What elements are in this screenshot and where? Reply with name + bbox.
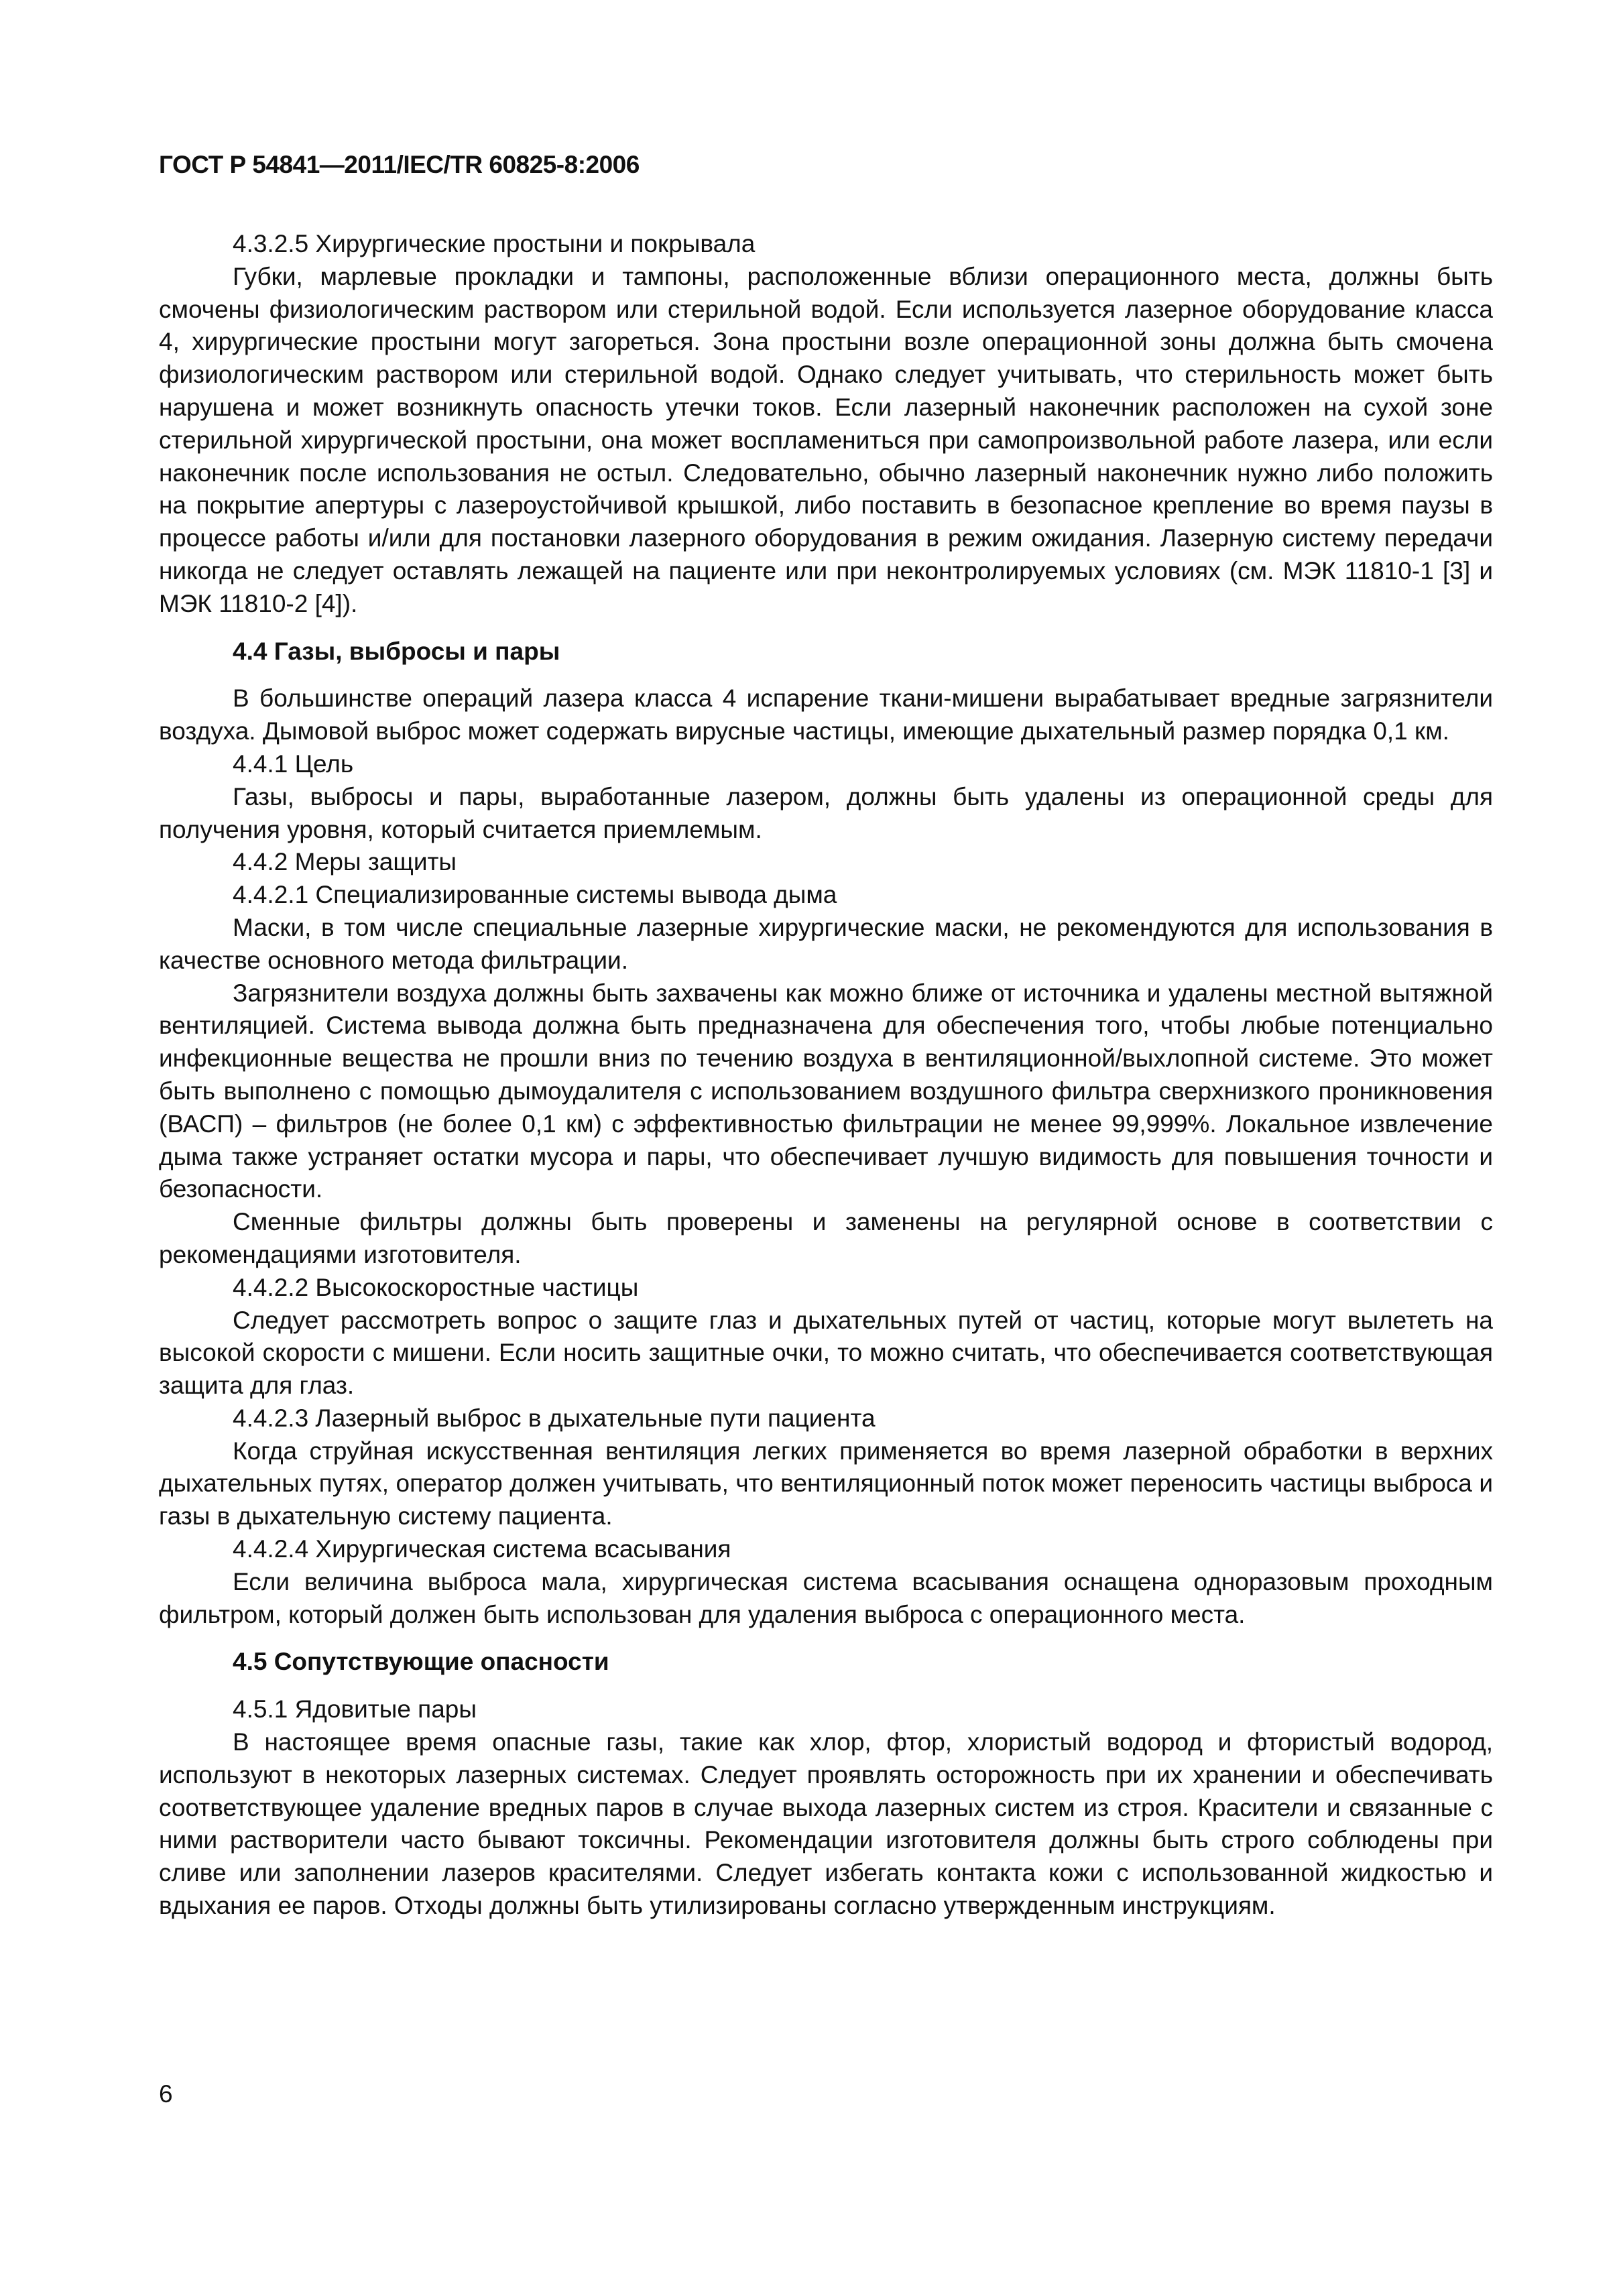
paragraph: Следует рассмотреть вопрос о защите глаз и дыхательных путей от частиц, которые могут вылететь на высокой скорости с мишени. Если носить защитные очки, то можно считать, что обеспечивается соответствующая защита для глаз. <box>159 1306 1493 1400</box>
paragraph: Маски, в том числе специальные лазерные хирургические маски, не рекомендуются для использования в качестве основного метода фильтрации. <box>159 913 1493 974</box>
paragraph: Газы, выбросы и пары, выработанные лазером, должны быть удалены из операционной среды для получения уровня, который считается приемлемым. <box>159 782 1493 843</box>
document-page <box>159 149 1493 1923</box>
paragraph: Когда струйная искусственная вентиляция легких применяется во время лазерной обработки в верхних дыхательных путях, оператор должен учитывать, что вентиляционный поток может переносить частицы выброса и газы в дыхательную систему пациента. <box>159 1437 1493 1530</box>
paragraph: Если величина выброса мала, хирургическая система всасывания оснащена одноразовым проходным фильтром, который должен быть использован для удаления выброса с операционного места. <box>159 1567 1493 1628</box>
subsection-heading: 4.4.2 Меры защиты <box>233 848 457 876</box>
document-header: ГОСТ Р 54841—2011/IEC/TR 60825-8:2006 <box>159 151 640 178</box>
paragraph: В большинстве операций лазера класса 4 испарение ткани-мишени вырабатывает вредные загрязнители воздуха. Дымовой выброс может содержать вирусные частицы, имеющие дыхательный размер порядка 0,1 км. <box>159 684 1493 745</box>
paragraph: Губки, марлевые прокладки и тампоны, расположенные вблизи операционного места, должны быть смочены физиологическим раствором или стерильной водой. Если используется лазерное оборудование класса 4, хирургические простыни могут загореться. Зона простыни возле операционной зоны должна быть смочена физиологическим раствором или стерильной водой. Однако следует учитывать, что стерильность может быть нарушена и может возникнуть опасность утечки токов. Если лазерный наконечник расположен на сухой зоне стерильной хирургической простыни, она может воспламениться при самопроизвольной работе лазера, или если наконечник после использования не остыл. Следовательно, обычно лазерный наконечник нужно либо положить на покрытие апертуры с лазероустойчивой крышкой, либо поставить в безопасное крепление во время паузы в процессе работы и/или для постановки лазерного оборудования в режим ожидания. Лазерную систему передачи никогда не следует оставлять лежащей на пациенте или при неконтролируемых условиях (см. МЭК 11810-1 [3] и МЭК 11810-2 [4]). <box>159 262 1493 617</box>
subsection-heading: 4.4.2.4 Хирургическая система всасывания <box>233 1535 731 1563</box>
subsection-heading: 4.5.1 Ядовитые пары <box>233 1695 477 1724</box>
subsection-heading: 4.3.2.5 Хирургические простыни и покрывала <box>233 230 756 257</box>
section-heading: 4.4 Газы, выбросы и пары <box>233 637 560 665</box>
subsection-heading: 4.4.1 Цель <box>233 749 354 778</box>
section-heading: 4.5 Сопутствующие опасности <box>233 1648 609 1676</box>
paragraph: В настоящее время опасные газы, такие как хлор, фтор, хлористый водород и фтористый водород, используют в некоторых лазерных системах. Следует проявлять осторожность при их хранении и обеспечивать соответствующее удаление вредных паров в случае выхода лазерных систем из строя. Красители и связанные с ними растворители часто бывают токсичны. Рекомендации изготовителя должны быть строго соблюдены при сливе или заполнении лазеров красителями. Следует избегать контакта кожи с использованной жидкостью и вдыхания ее паров. Отходы должны быть утилизированы согласно утвержденным инструкциям. <box>159 1728 1493 1920</box>
paragraph: Загрязнители воздуха должны быть захвачены как можно ближе от источника и удалены местной вытяжной вентиляцией. Система вывода должна быть предназначена для обеспечения того, чтобы любые потенциально инфекционные вещества не прошли вниз по течению воздуха в вентиляционной/выхлопной системе. Это может быть выполнено с помощью дымоудалителя с использованием воздушного фильтра сверхнизкого проникновения (ВАСП) – фильтров (не более 0,1 км) с эффективностью фильтрации не менее 99,999%. Локальное извлечение дыма также устраняет остатки мусора и пары, что обеспечивает лучшую видимость для повышения точности и безопасности. <box>159 979 1493 1203</box>
paragraph: Сменные фильтры должны быть проверены и заменены на регулярной основе в соответствии с рекомендациями изготовителя. <box>159 1208 1493 1268</box>
subsection-heading: 4.4.2.1 Специализированные системы вывода дыма <box>233 881 837 909</box>
subsection-heading: 4.4.2.3 Лазерный выброс в дыхательные пути пациента <box>233 1404 876 1432</box>
page-number: 6 <box>159 2080 173 2108</box>
subsection-heading: 4.4.2.2 Высокоскоростные частицы <box>233 1273 639 1301</box>
